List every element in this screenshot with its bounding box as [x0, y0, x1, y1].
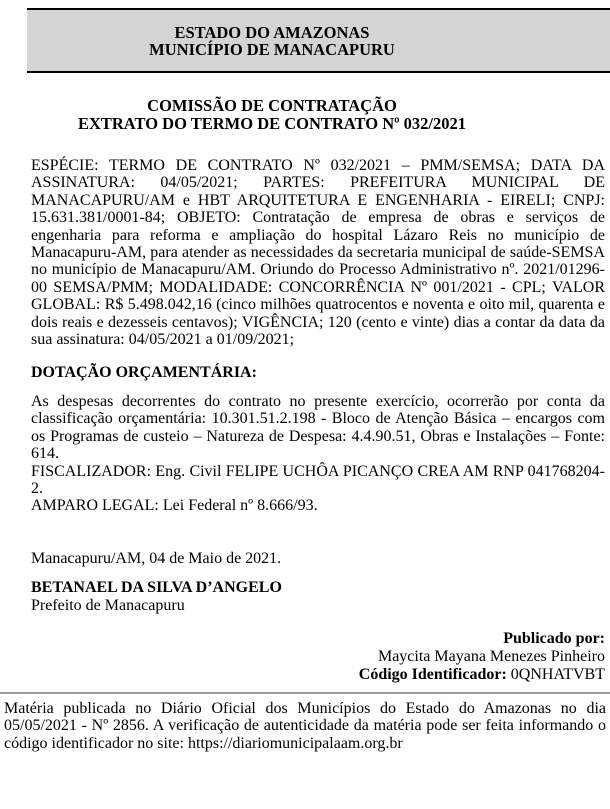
document-title: EXTRATO DO TERMO DE CONTRATO Nº 032/2021: [77, 114, 467, 133]
publication-info: [0, 630, 605, 684]
signer-role: Prefeito de Manacapuru: [31, 596, 185, 614]
document-titles: [31, 97, 513, 133]
identifier-code: 0QNHATVBT: [510, 665, 605, 683]
place-date: Manacapuru/AM, 04 de Maio de 2021.: [31, 549, 282, 567]
commission-title: COMISSÃO DE CONTRATAÇÃO: [147, 96, 397, 115]
header-banner: [27, 8, 610, 73]
budget-text: As despesas decorrentes do contrato no presente exercício, ocorrerão por conta da classificação orçamentária: 10.301.51.2.198 - Bloco de Atenção Básica – encargos com os Programas de custeio – Natureza de Despesa: 4.4.90.51, Obras e Instalações – Fonte: 614.: [31, 392, 605, 463]
document-body: [31, 157, 605, 614]
contract-extract: ESPÉCIE: TERMO DE CONTRATO Nº 032/2021 – PMM/SEMSA; DATA DA ASSINATURA: 04/05/2021; PARTES: PREFEITURA MUNICIPAL DE MANACAPURU/AM e HBT ARQUITETURA E ENGENHARIA - EIRELI; CNPJ: 15.631.381/0001-84; OBJETO: Contratação de empresa de obras e serviços de engenharia para reforma e ampliação do hospital Lázaro Reis no município de Manacapuru-AM, para atender as necessidades da secretaria municipal de saúde-SEMSA no município de Manacapuru/AM. Oriundo do Processo Administrativo nº. 2021/01296-00 SEMSA/PMM; MODALIDADE: CONCORRÊNCIA Nº 001/2021 - CPL; VALOR GLOBAL: R$ 5.498.042,16 (cinco milhões quatrocentos e noventa e oito mil, quarenta e dois reais e dezesseis centavos); VIGÊNCIA; 120 (cento e vinte) dias a contar da data da sua assinatura: 04/05/2021 a 01/09/2021;: [31, 157, 605, 349]
header-municipality: MUNICÍPIO DE MANACAPURU: [149, 40, 395, 59]
signer-name: BETANAEL DA SILVA D’ANGELO: [31, 579, 282, 597]
code-label: Código Identificador:: [358, 665, 507, 683]
publisher-name: Maycita Mayana Menezes Pinheiro: [377, 647, 605, 665]
footer-divider: [0, 692, 610, 694]
inspector-text: FISCALIZADOR: Eng. Civil FELIPE UCHÔA PICANÇO CREA AM RNP 041768204-2.: [31, 462, 605, 497]
published-by-label: Publicado por:: [503, 629, 605, 647]
footer-note: Matéria publicada no Diário Oficial dos Municípios do Estado do Amazonas no dia 05/05/2021 - Nº 2856. A verificação de autenticidade da matéria pode ser feita informando o código identificador no site: https://diariomunicipalaam.org.br: [4, 699, 606, 752]
legal-basis: AMPARO LEGAL: Lei Federal nº 8.666/93.: [31, 497, 318, 515]
budget-section-title: DOTAÇÃO ORÇAMENTÁRIA:: [31, 364, 257, 382]
header-state: ESTADO DO AMAZONAS: [174, 23, 370, 42]
